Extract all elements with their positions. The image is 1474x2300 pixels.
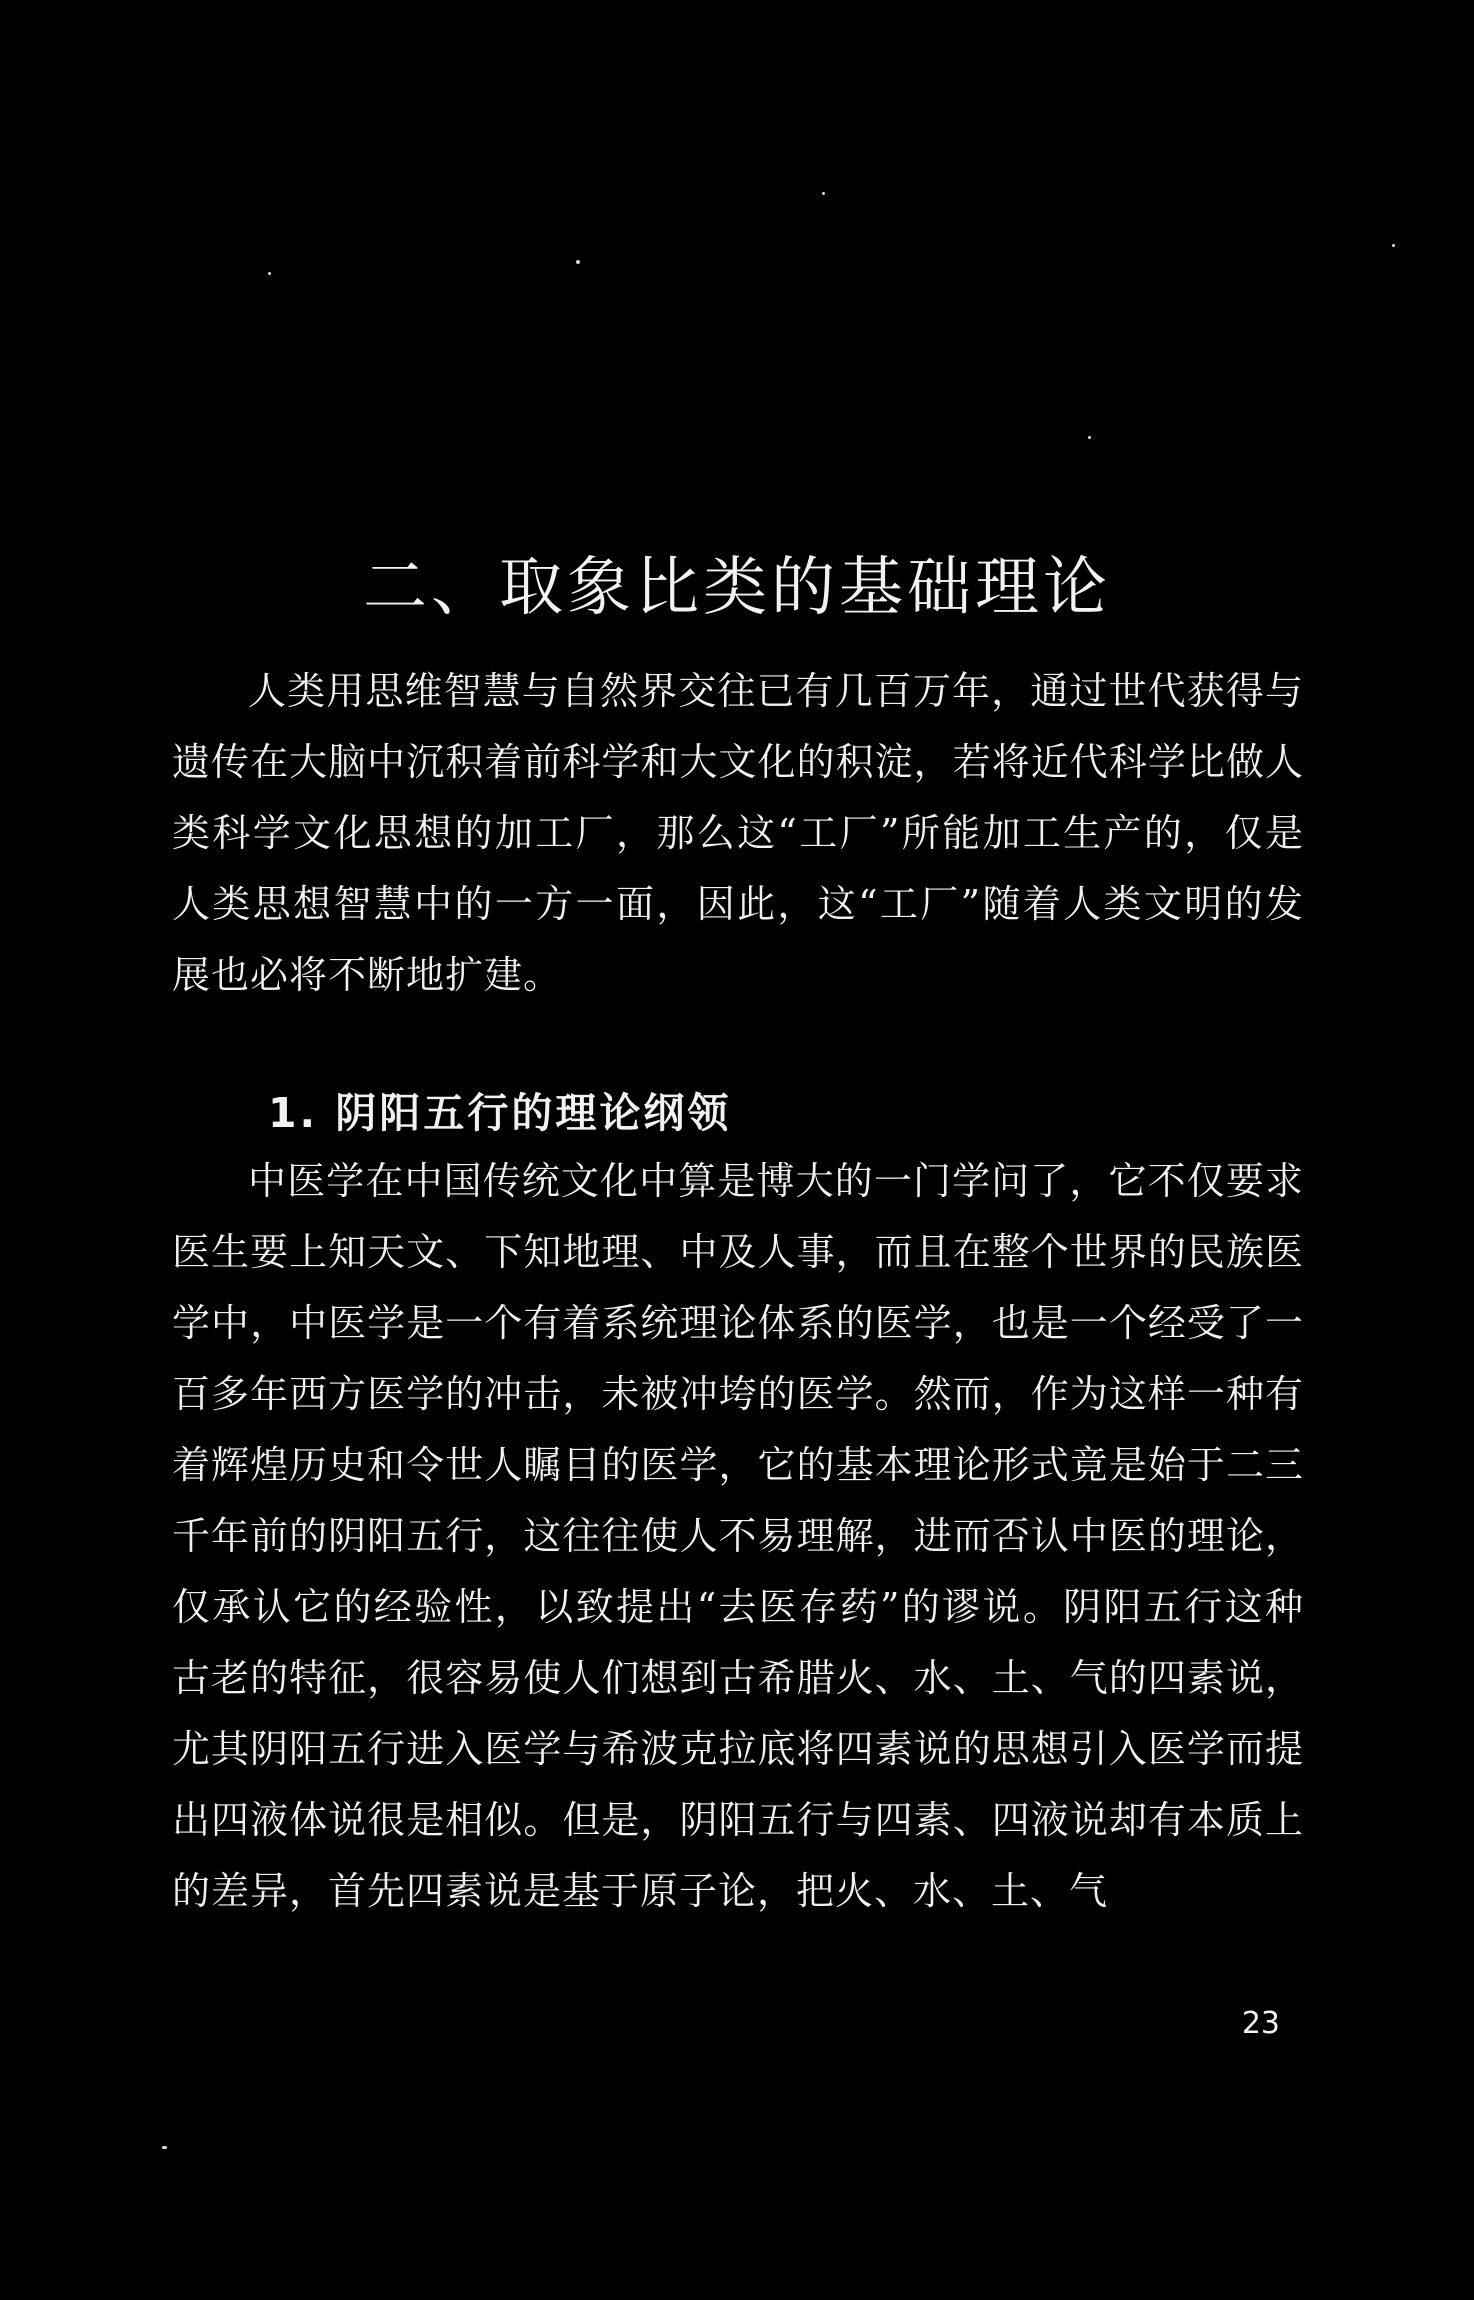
scan-speck: [162, 2146, 167, 2149]
chapter-title: 二、取象比类的基础理论: [363, 550, 1111, 625]
scan-speck: [1088, 436, 1091, 439]
page-number: 23: [1241, 2006, 1280, 2041]
body-paragraph: 中医学在中国传统文化中算是博大的一门学问了，它不仅要求医生要上知天文、下知地理、中及人事，而且在整个世界的民族医学中，中医学是一个有着系统理论体系的医学，也是一个经受了一百多年西方医学的冲击，未被冲垮的医学。然而，作为这样一种有着辉煌历史和令世人瞩目的医学，它的基本理论形式竟是始于二三千年前的阴阳五行，这往往使人不易理解，进而否认中医的理论，仅承认它的经验性，以致提出“去医存药”的谬说。阴阳五行这种古老的特征，很容易使人们想到古希腊火、水、土、气的四素说，尤其阴阳五行进入医学与希波克拉底将四素说的思想引入医学而提出四液体说很是相似。但是，阴阳五行与四素、四液说却有本质上的差异，首先四素说是基于原子论，把火、水、土、气: [172, 1159, 1304, 1913]
scan-speck: [1392, 244, 1395, 247]
intro-paragraph: 人类用思维智慧与自然界交往已有几百万年，通过世代获得与遗传在大脑中沉积着前科学和大文化的积淀，若将近代科学比做人类科学文化思想的加工厂，那么这“工厂”所能加工生产的，仅是人类思想智慧中的一方一面，因此，这“工厂”随着人类文明的发展也必将不断地扩建。: [172, 669, 1304, 997]
section-heading: 1. 阴阳五行的理论纲领: [268, 1089, 732, 1138]
scan-speck: [822, 192, 825, 195]
scan-speck: [576, 260, 580, 264]
scan-speck: [268, 272, 271, 275]
